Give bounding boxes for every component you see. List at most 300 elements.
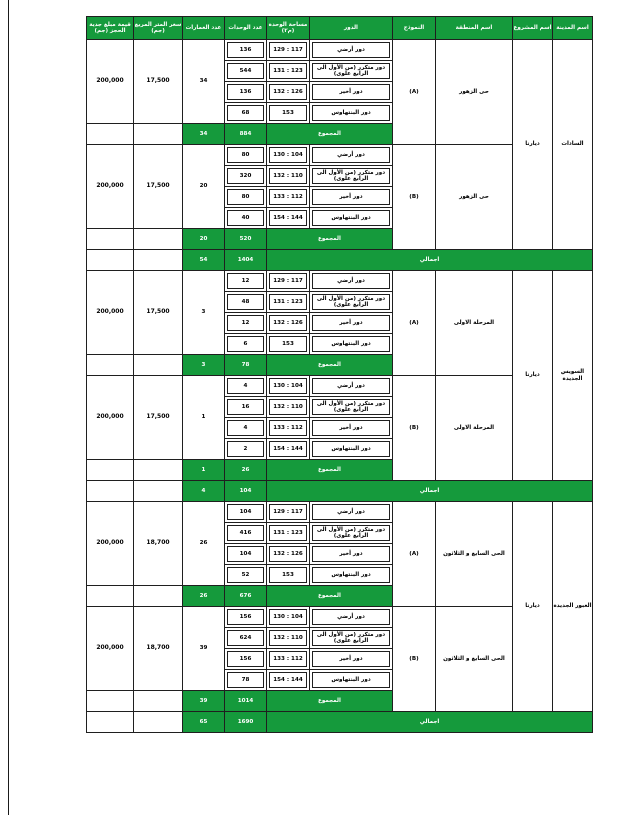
buildings-value: 1 <box>183 376 225 460</box>
header-model: النموذج <box>393 17 436 40</box>
floor-name <box>310 40 393 61</box>
header-floor: الدور <box>310 17 393 40</box>
units-value <box>225 208 267 229</box>
units-value-text: 68 <box>241 109 250 116</box>
floor-name-text: دور أخير <box>339 550 363 557</box>
cell-frame <box>227 189 264 205</box>
cell-frame <box>312 546 390 562</box>
area-value <box>267 670 310 691</box>
floor-name <box>310 376 393 397</box>
city-total-row <box>87 712 593 733</box>
cell-frame <box>312 441 390 457</box>
units-value-text: 12 <box>241 319 250 326</box>
price-value: 18,700 <box>134 502 183 586</box>
buildings-value: 26 <box>183 502 225 586</box>
area-value <box>267 628 310 649</box>
total-units: 1690 <box>225 712 267 733</box>
area-value <box>267 271 310 292</box>
floor-name-text: دور أخير <box>339 319 363 326</box>
area-value-text: 129 : 117 <box>273 46 303 53</box>
floor-name <box>310 565 393 586</box>
floor-name <box>310 166 393 187</box>
floor-name-text: دور متكرر (من الأول الى الرابع علوى) <box>316 64 386 77</box>
units-value-text: 4 <box>243 424 248 431</box>
floor-name-text: دور البنتهاوس <box>331 214 371 221</box>
units-value-text: 80 <box>241 151 250 158</box>
cell-frame <box>269 630 307 646</box>
cell-frame <box>227 630 264 646</box>
header-project: اسم المشروع <box>513 17 553 40</box>
cell-frame <box>269 168 307 184</box>
city-total-row <box>87 250 593 271</box>
floor-name-text: دور أرضي <box>337 46 365 53</box>
total-buildings: 4 <box>183 481 225 502</box>
district-value: المرحلة الاولى <box>436 376 513 481</box>
city-value: السويس الجديدة <box>553 271 593 481</box>
cell-frame <box>227 567 264 583</box>
cell-frame <box>312 420 390 436</box>
subtotal-blank <box>87 229 134 250</box>
floor-name <box>310 607 393 628</box>
header-district: اسم المنطقة <box>436 17 513 40</box>
floor-name-text: دور أرضي <box>337 508 365 515</box>
header-city: اسم المدينة <box>553 17 593 40</box>
table-row <box>87 271 593 292</box>
units-value-text: 40 <box>241 214 250 221</box>
area-value-text: 130 : 104 <box>273 613 303 620</box>
cell-frame <box>269 399 307 415</box>
area-value-text: 154 : 144 <box>273 445 303 452</box>
header-price-m2: سعر المتر المربع (جم) <box>134 17 183 40</box>
floor-name-text: دور البنتهاوس <box>331 676 371 683</box>
cell-frame <box>312 147 390 163</box>
area-value-text: 130 : 104 <box>273 151 303 158</box>
units-value <box>225 439 267 460</box>
header-buildings: عدد العمارات <box>183 17 225 40</box>
subtotal-units: 884 <box>225 124 267 145</box>
subtotal-buildings: 26 <box>183 586 225 607</box>
cell-frame <box>312 672 390 688</box>
area-value <box>267 61 310 82</box>
cell-frame <box>269 105 307 121</box>
cell-frame <box>269 504 307 520</box>
units-value <box>225 544 267 565</box>
floor-name-text: دور أرضي <box>337 277 365 284</box>
floor-name-text: دور أرضي <box>337 151 365 158</box>
floor-name <box>310 82 393 103</box>
floor-name <box>310 145 393 166</box>
total-blank <box>87 250 134 271</box>
header-units: عدد الوحدات <box>225 17 267 40</box>
cell-frame <box>227 84 264 100</box>
units-value-text: 544 <box>239 67 252 74</box>
price-value: 17,500 <box>134 145 183 229</box>
units-value-text: 320 <box>239 172 252 179</box>
units-value <box>225 628 267 649</box>
subtotal-blank <box>134 355 183 376</box>
units-value-text: 6 <box>243 340 248 347</box>
subtotal-label: المجموع <box>267 355 393 376</box>
area-value <box>267 166 310 187</box>
price-value: 17,500 <box>134 40 183 124</box>
units-value-text: 48 <box>241 298 250 305</box>
cell-frame <box>312 504 390 520</box>
cell-frame <box>227 294 264 310</box>
cell-frame <box>312 651 390 667</box>
project-value: ديارنا <box>513 502 553 712</box>
cell-frame <box>227 336 264 352</box>
area-value-text: 129 : 117 <box>273 508 303 515</box>
booking-value: 200,000 <box>87 271 134 355</box>
area-value <box>267 376 310 397</box>
floor-name <box>310 271 393 292</box>
subtotal-blank <box>87 124 134 145</box>
floor-name <box>310 649 393 670</box>
subtotal-units: 26 <box>225 460 267 481</box>
floor-name-text: دور البنتهاوس <box>331 571 371 578</box>
units-value <box>225 607 267 628</box>
units-value <box>225 334 267 355</box>
area-value-text: 132 : 110 <box>273 403 303 410</box>
district-value: المرحلة الاولى <box>436 271 513 376</box>
area-value <box>267 397 310 418</box>
floor-name <box>310 208 393 229</box>
units-value-text: 2 <box>243 445 248 452</box>
city-value: السادات <box>553 40 593 250</box>
cell-frame <box>269 525 307 541</box>
subtotal-blank <box>87 586 134 607</box>
cell-frame <box>269 273 307 289</box>
units-value <box>225 523 267 544</box>
buildings-value: 34 <box>183 40 225 124</box>
subtotal-blank <box>134 124 183 145</box>
subtotal-blank <box>134 586 183 607</box>
floor-name <box>310 334 393 355</box>
units-value-text: 52 <box>241 571 250 578</box>
booking-value: 200,000 <box>87 502 134 586</box>
floor-name <box>310 397 393 418</box>
price-value: 17,500 <box>134 271 183 355</box>
total-units: 104 <box>225 481 267 502</box>
district-value: حى الزهور <box>436 40 513 145</box>
subtotal-units: 78 <box>225 355 267 376</box>
floor-name <box>310 418 393 439</box>
area-value-text: 154 : 144 <box>273 676 303 683</box>
units-value <box>225 292 267 313</box>
floor-name <box>310 628 393 649</box>
cell-frame <box>312 399 390 415</box>
subtotal-blank <box>87 691 134 712</box>
model-value: (B) <box>393 607 436 712</box>
subtotal-blank <box>134 691 183 712</box>
units-value <box>225 649 267 670</box>
area-value <box>267 82 310 103</box>
floor-name <box>310 103 393 124</box>
units-value-text: 156 <box>239 655 252 662</box>
city-total-row <box>87 481 593 502</box>
units-value-text: 4 <box>243 382 248 389</box>
units-value-text: 80 <box>241 193 250 200</box>
cell-frame <box>312 294 390 310</box>
area-value <box>267 502 310 523</box>
cell-frame <box>312 105 390 121</box>
units-value-text: 416 <box>239 529 252 536</box>
cell-frame <box>269 84 307 100</box>
cell-frame <box>312 189 390 205</box>
cell-frame <box>312 210 390 226</box>
area-value-text: 154 : 144 <box>273 214 303 221</box>
area-value <box>267 565 310 586</box>
subtotal-label: المجموع <box>267 229 393 250</box>
subtotal-label: المجموع <box>267 691 393 712</box>
subtotal-blank <box>134 460 183 481</box>
area-value <box>267 544 310 565</box>
table-row <box>87 40 593 61</box>
units-value <box>225 103 267 124</box>
cell-frame <box>227 504 264 520</box>
area-value-text: 131 : 123 <box>273 298 303 305</box>
cell-frame <box>312 336 390 352</box>
units-value-text: 156 <box>239 613 252 620</box>
district-value: حى الزهور <box>436 145 513 250</box>
district-value: الحى السابع و الثلاثون <box>436 607 513 712</box>
cell-frame <box>312 168 390 184</box>
model-value: (A) <box>393 40 436 145</box>
subtotal-buildings: 39 <box>183 691 225 712</box>
cell-frame <box>312 315 390 331</box>
units-value-text: 104 <box>239 508 252 515</box>
booking-value: 200,000 <box>87 145 134 229</box>
cell-frame <box>312 630 390 646</box>
floor-name <box>310 523 393 544</box>
buildings-value: 20 <box>183 145 225 229</box>
area-value-text: 132 : 126 <box>273 88 303 95</box>
cell-frame <box>269 336 307 352</box>
buildings-value: 39 <box>183 607 225 691</box>
cell-frame <box>227 147 264 163</box>
header-area: مساحة الوحدة (م٢) <box>267 17 310 40</box>
area-value-text: 129 : 117 <box>273 277 303 284</box>
model-value: (A) <box>393 271 436 376</box>
total-blank <box>134 712 183 733</box>
subtotal-blank <box>134 229 183 250</box>
total-blank <box>87 712 134 733</box>
table-row <box>87 502 593 523</box>
cell-frame <box>227 273 264 289</box>
units-value <box>225 397 267 418</box>
pricing-table <box>86 16 593 733</box>
area-value <box>267 523 310 544</box>
floor-name-text: دور أخير <box>339 193 363 200</box>
cell-frame <box>269 672 307 688</box>
page-margin-rule <box>8 0 9 815</box>
district-value: الحى السابع و الثلاثون <box>436 502 513 607</box>
subtotal-label: المجموع <box>267 124 393 145</box>
cell-frame <box>269 420 307 436</box>
units-value <box>225 670 267 691</box>
header-row <box>87 17 593 40</box>
cell-frame <box>269 378 307 394</box>
area-value <box>267 103 310 124</box>
cell-frame <box>227 168 264 184</box>
subtotal-buildings: 1 <box>183 460 225 481</box>
cell-frame <box>269 189 307 205</box>
cell-frame <box>227 210 264 226</box>
units-value <box>225 502 267 523</box>
floor-name-text: دور أرضي <box>337 613 365 620</box>
cell-frame <box>227 609 264 625</box>
units-value <box>225 376 267 397</box>
area-value <box>267 292 310 313</box>
floor-name <box>310 439 393 460</box>
area-value <box>267 208 310 229</box>
units-value-text: 136 <box>239 46 252 53</box>
area-value <box>267 40 310 61</box>
cell-frame <box>312 567 390 583</box>
area-value-text: 131 : 123 <box>273 529 303 536</box>
subtotal-units: 676 <box>225 586 267 607</box>
cell-frame <box>227 315 264 331</box>
cell-frame <box>227 651 264 667</box>
cell-frame <box>269 63 307 79</box>
units-value-text: 12 <box>241 277 250 284</box>
table-body <box>87 40 593 733</box>
cell-frame <box>227 42 264 58</box>
area-value <box>267 334 310 355</box>
area-value-text: 133 : 112 <box>273 193 303 200</box>
floor-name <box>310 544 393 565</box>
pricing-document <box>86 16 592 733</box>
units-value <box>225 40 267 61</box>
units-value-text: 624 <box>239 634 252 641</box>
cell-frame <box>227 441 264 457</box>
area-value <box>267 439 310 460</box>
subtotal-units: 520 <box>225 229 267 250</box>
cell-frame <box>312 273 390 289</box>
floor-name-text: دور البنتهاوس <box>331 340 371 347</box>
floor-name-text: دور أخير <box>339 655 363 662</box>
cell-frame <box>312 63 390 79</box>
total-buildings: 54 <box>183 250 225 271</box>
units-value <box>225 82 267 103</box>
area-value-text: 153 <box>282 109 294 116</box>
cell-frame <box>227 546 264 562</box>
subtotal-label: المجموع <box>267 586 393 607</box>
floor-name <box>310 292 393 313</box>
cell-frame <box>312 525 390 541</box>
units-value <box>225 313 267 334</box>
area-value-text: 133 : 112 <box>273 424 303 431</box>
area-value <box>267 145 310 166</box>
area-value <box>267 607 310 628</box>
subtotal-blank <box>87 460 134 481</box>
area-value-text: 132 : 126 <box>273 319 303 326</box>
cell-frame <box>269 567 307 583</box>
cell-frame <box>312 84 390 100</box>
area-value-text: 130 : 104 <box>273 382 303 389</box>
floor-name-text: دور متكرر (من الأول الى الرابع علوى) <box>316 295 386 308</box>
area-value-text: 153 <box>282 340 294 347</box>
model-value: (B) <box>393 145 436 250</box>
cell-frame <box>269 294 307 310</box>
cell-frame <box>269 609 307 625</box>
floor-name <box>310 187 393 208</box>
cell-frame <box>312 609 390 625</box>
area-value-text: 153 <box>282 571 294 578</box>
floor-name <box>310 502 393 523</box>
area-value <box>267 313 310 334</box>
units-value <box>225 271 267 292</box>
floor-name-text: دور متكرر (من الأول الى الرابع علوى) <box>316 400 386 413</box>
total-buildings: 65 <box>183 712 225 733</box>
cell-frame <box>269 315 307 331</box>
area-value-text: 132 : 126 <box>273 550 303 557</box>
booking-value: 200,000 <box>87 607 134 691</box>
subtotal-label: المجموع <box>267 460 393 481</box>
cell-frame <box>227 420 264 436</box>
subtotal-buildings: 3 <box>183 355 225 376</box>
project-value: ديارنا <box>513 40 553 250</box>
cell-frame <box>227 672 264 688</box>
total-blank <box>134 250 183 271</box>
buildings-value: 3 <box>183 271 225 355</box>
price-value: 17,500 <box>134 376 183 460</box>
total-units: 1404 <box>225 250 267 271</box>
cell-frame <box>227 378 264 394</box>
city-value: العبور الجديدة <box>553 502 593 712</box>
units-value-text: 16 <box>241 403 250 410</box>
area-value-text: 133 : 112 <box>273 655 303 662</box>
booking-value: 200,000 <box>87 376 134 460</box>
area-value-text: 131 : 123 <box>273 67 303 74</box>
booking-value: 200,000 <box>87 40 134 124</box>
cell-frame <box>269 147 307 163</box>
cell-frame <box>227 399 264 415</box>
subtotal-blank <box>87 355 134 376</box>
model-value: (A) <box>393 502 436 607</box>
units-value <box>225 145 267 166</box>
cell-frame <box>269 651 307 667</box>
area-value-text: 132 : 110 <box>273 172 303 179</box>
subtotal-buildings: 20 <box>183 229 225 250</box>
total-blank <box>87 481 134 502</box>
floor-name <box>310 61 393 82</box>
floor-name-text: دور متكرر (من الأول الى الرابع علوى) <box>316 526 386 539</box>
area-value <box>267 649 310 670</box>
subtotal-buildings: 34 <box>183 124 225 145</box>
floor-name-text: دور أخير <box>339 424 363 431</box>
project-value: ديارنا <box>513 271 553 481</box>
floor-name <box>310 313 393 334</box>
cell-frame <box>312 42 390 58</box>
area-value <box>267 187 310 208</box>
units-value-text: 78 <box>241 676 250 683</box>
total-blank <box>134 481 183 502</box>
cell-frame <box>269 210 307 226</box>
subtotal-units: 1014 <box>225 691 267 712</box>
units-value <box>225 418 267 439</box>
cell-frame <box>269 441 307 457</box>
cell-frame <box>269 546 307 562</box>
units-value-text: 136 <box>239 88 252 95</box>
floor-name-text: دور أخير <box>339 88 363 95</box>
floor-name-text: دور أرضي <box>337 382 365 389</box>
units-value-text: 104 <box>239 550 252 557</box>
units-value <box>225 565 267 586</box>
total-label: اجمالي <box>267 712 593 733</box>
total-label: اجمالي <box>267 250 593 271</box>
total-label: اجمالي <box>267 481 593 502</box>
